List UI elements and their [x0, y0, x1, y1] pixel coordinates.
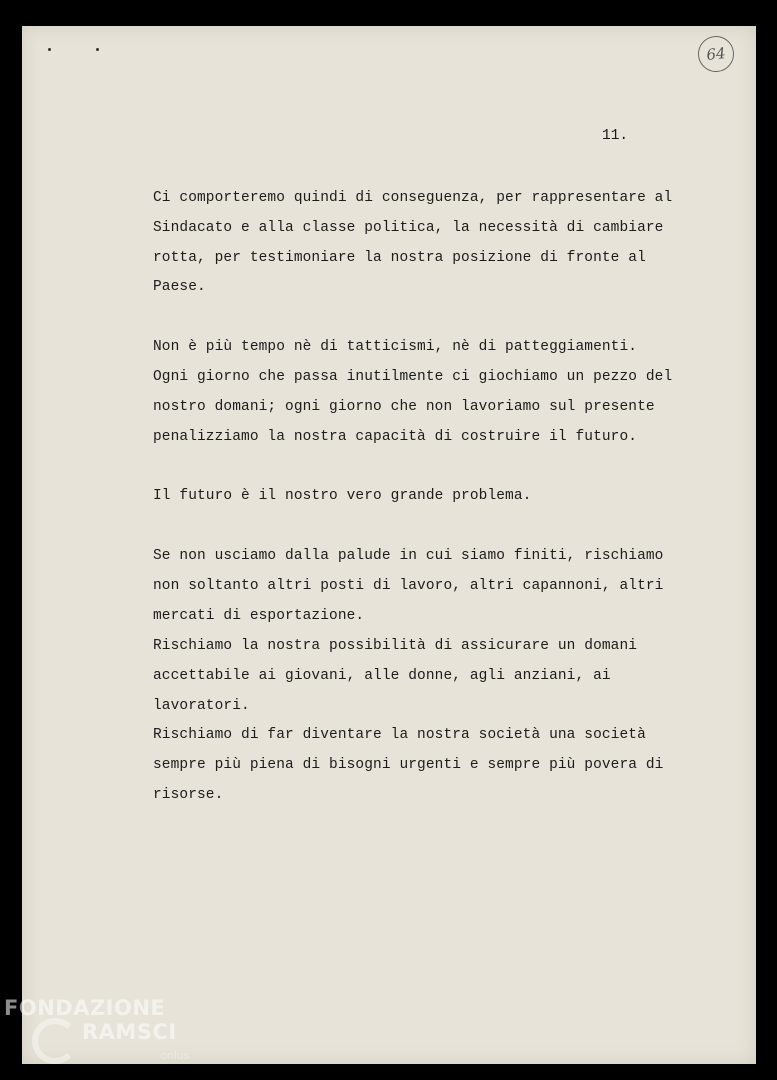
watermark-line-1: FONDAZIONE: [4, 996, 166, 1020]
fondazione-gramsci-watermark: [4, 994, 204, 1080]
text-line: Sindacato e alla classe politica, la necessità di cambiare: [153, 220, 664, 236]
watermark-line-3: onlus: [160, 1049, 190, 1062]
text-line: risorse.: [153, 787, 224, 803]
paper-sheet: [22, 26, 756, 1064]
watermark-line-2: RAMSCI: [82, 1020, 177, 1044]
text-line: Il futuro è il nostro vero grande problema.: [153, 488, 532, 504]
paper-speck: [96, 48, 99, 51]
text-line: Rischiamo la nostra possibilità di assicurare un domani: [153, 638, 638, 654]
archive-page-stamp: 64: [696, 34, 736, 74]
text-line: penalizziamo la nostra capacità di costruire il futuro.: [153, 429, 638, 445]
paper-speck: [48, 48, 51, 51]
text-line: Rischiamo di far diventare la nostra società una società: [153, 727, 646, 743]
text-line: Ogni giorno che passa inutilmente ci giochiamo un pezzo del: [153, 369, 673, 385]
text-line: lavoratori.: [153, 698, 250, 714]
gramsci-g-logo-icon: [32, 1018, 78, 1064]
text-line: rotta, per testimoniare la nostra posizione di fronte al: [153, 250, 646, 266]
text-line: Ci comporteremo quindi di conseguenza, per rappresentare al: [153, 190, 673, 206]
text-line: nostro domani; ogni giorno che non lavoriamo sul presente: [153, 399, 655, 415]
text-line: mercati di esportazione.: [153, 608, 365, 624]
text-line: Se non usciamo dalla palude in cui siamo finiti, rischiamo: [153, 548, 664, 564]
text-line: non soltanto altri posti di lavoro, altri capannoni, altri: [153, 578, 664, 594]
text-line: accettabile ai giovani, alle donne, agli anziani, ai: [153, 668, 611, 684]
text-line: sempre più piena di bisogni urgenti e sempre più povera di: [153, 757, 664, 773]
text-line: Non è più tempo nè di tatticismi, nè di patteggiamenti.: [153, 339, 638, 355]
page-number: 11.: [602, 128, 629, 144]
text-line: Paese.: [153, 279, 206, 295]
